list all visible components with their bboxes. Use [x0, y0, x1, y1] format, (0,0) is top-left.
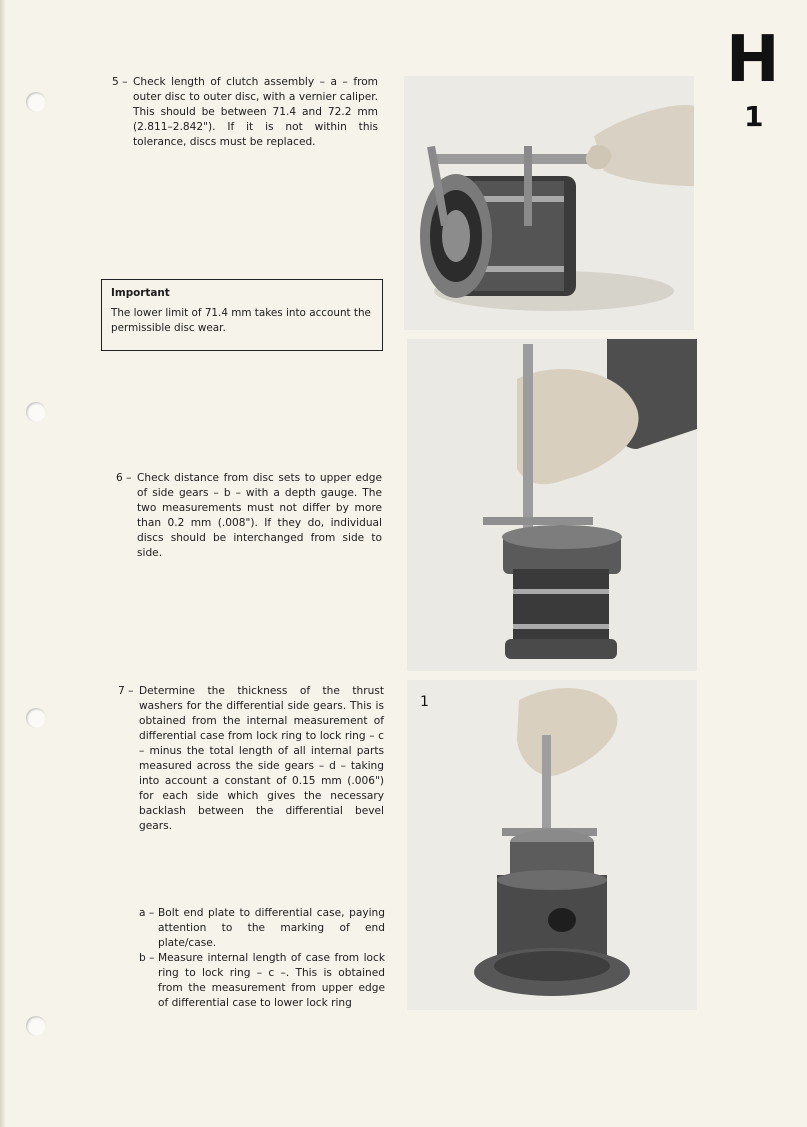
photo-depth-gauge: [407, 339, 697, 671]
substep-b: [139, 951, 385, 1011]
punch-hole: [26, 92, 46, 112]
step-5-number: 5 –: [112, 76, 128, 88]
step-5-text: Check length of clutch assembly – a – from outer disc to outer disc, with a vernier caliper. This should be between 71.4 and 72.2 mm (2.811–2.842"). If it is not within this tolerance, discs must be replaced.: [133, 76, 378, 148]
page-edge: [0, 0, 6, 1127]
substep-b-letter: b –: [139, 952, 155, 964]
important-title: Important: [111, 287, 170, 299]
step-6-number: 6 –: [116, 472, 132, 484]
photo-clutch-caliper: [404, 76, 694, 330]
photo-case-measurement: [407, 680, 697, 1010]
step-6: [116, 471, 382, 561]
step-6-text: Check distance from disc sets to upper edge of side gears – b – with a depth gauge. The two measurements must not differ by more than 0.2 mm (.008"). If they do, individual discs should be interchanged from side to side.: [137, 472, 382, 559]
punch-hole: [26, 708, 46, 728]
important-text: The lower limit of 71.4 mm takes into account the permissible disc wear.: [111, 307, 371, 334]
section-number: 1: [744, 100, 764, 133]
important-note: [101, 279, 383, 351]
punch-hole: [26, 402, 46, 422]
step-5: [112, 75, 378, 150]
substep-b-text: Measure internal length of case from lock ring to lock ring – c –. This is obtained from the measurement from upper edge of differential case to lower lock ring: [158, 952, 385, 1009]
section-letter: H: [726, 23, 780, 97]
substep-a: [139, 906, 385, 951]
step-7-number: 7 –: [118, 685, 134, 697]
substep-a-text: Bolt end plate to differential case, paying attention to the marking of end plate/case.: [158, 907, 385, 949]
step-7-text: Determine the thickness of the thrust washers for the differential side gears. This is obtained from the internal measurement of differential case from lock ring to lock ring – c – minus the total length of all internal parts measured across the side gears – d – taking into account a constant of 0.15 mm (.006") for each side which gives the necessary backlash between the differential bevel gears.: [139, 685, 384, 832]
punch-hole: [26, 1016, 46, 1036]
step-7: [118, 684, 384, 834]
figure-label: 1: [420, 694, 429, 710]
substep-a-letter: a –: [139, 907, 155, 919]
